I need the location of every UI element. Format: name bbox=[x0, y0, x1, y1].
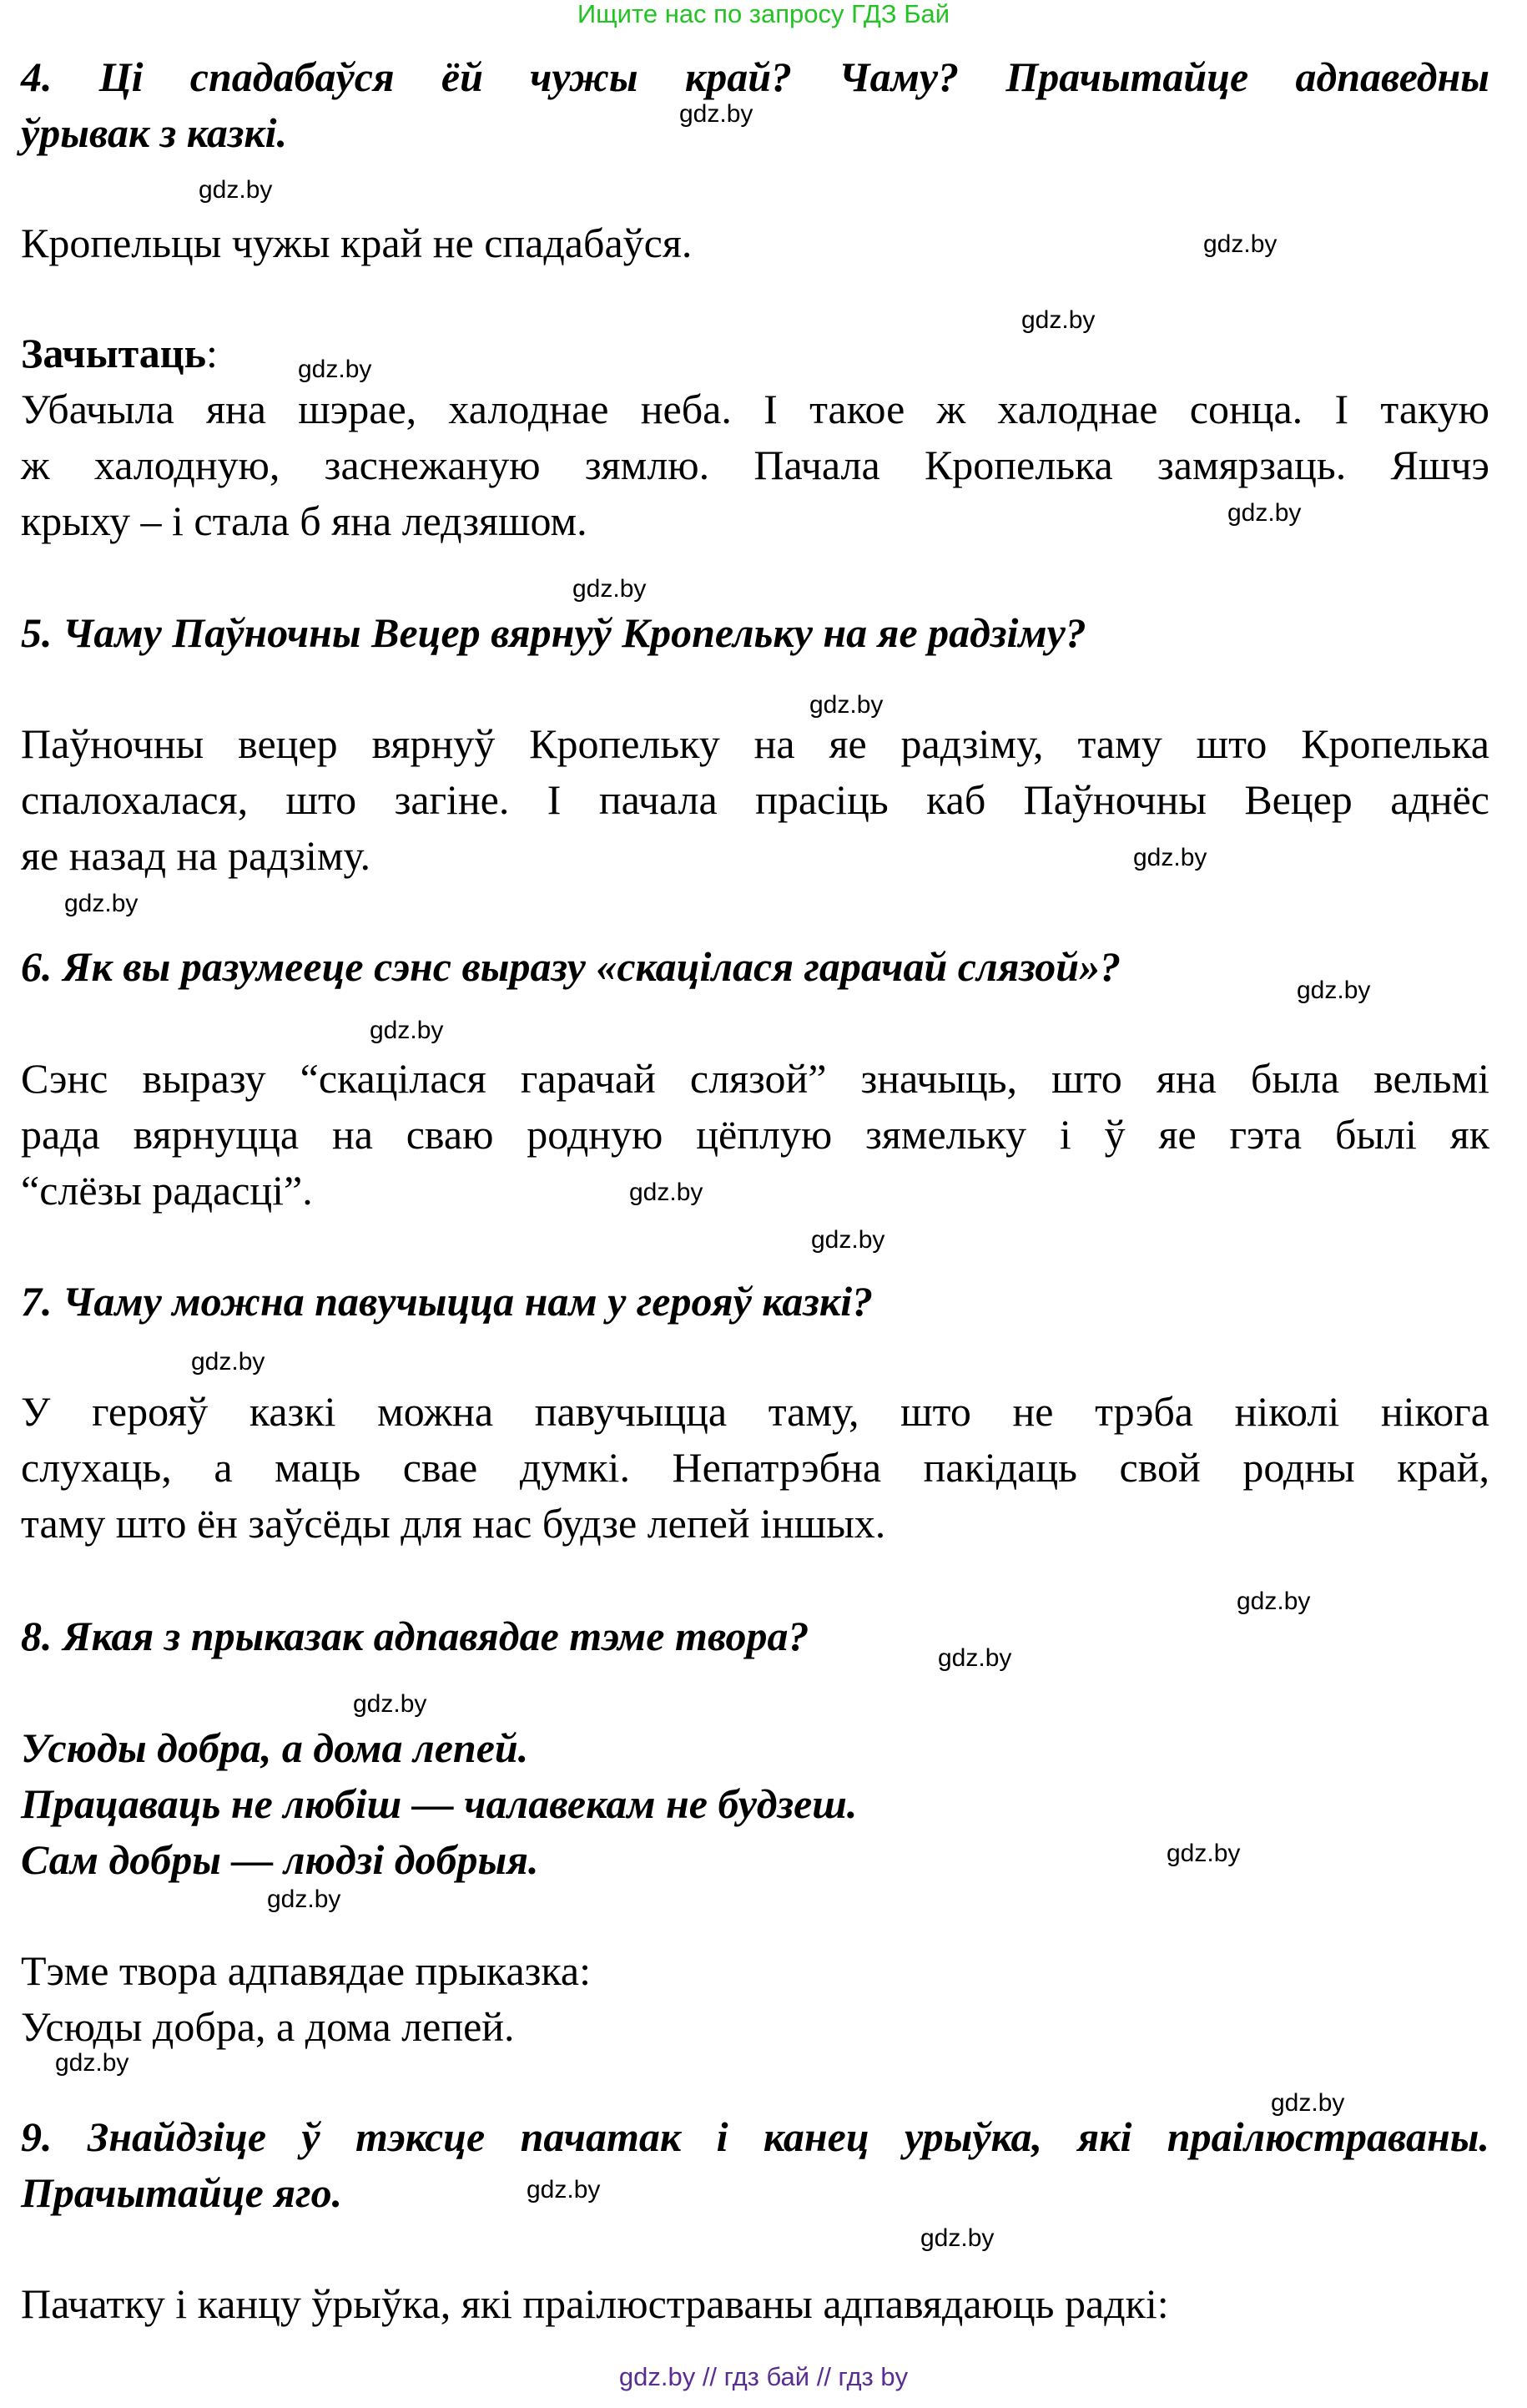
watermark: gdz.by bbox=[370, 1017, 444, 1044]
question-6 bbox=[21, 939, 1489, 995]
watermark: gdz.by bbox=[298, 356, 372, 383]
answer-line: “слёзы радасці”. bbox=[21, 1167, 313, 1214]
watermark: gdz.by bbox=[1133, 844, 1207, 871]
watermark: gdz.by bbox=[1021, 306, 1096, 334]
watermark: gdz.by bbox=[1227, 499, 1302, 527]
question-line: 7. Чаму можна павучыцца нам у герояў казкі? bbox=[21, 1278, 874, 1325]
question-line: 5. Чаму Паўночны Вецер вярнуў Кропельку на яе радзіму? bbox=[21, 609, 1086, 656]
question-4 bbox=[21, 49, 1489, 161]
watermark: gdz.by bbox=[64, 890, 139, 917]
read-label-text: Зачытаць bbox=[21, 330, 207, 376]
watermark: gdz.by bbox=[809, 691, 884, 719]
question-8 bbox=[21, 1608, 1489, 1664]
question-line: 6. Як вы разумееце сэнс выразу «скацілася гарачай слязой»? bbox=[21, 943, 1121, 990]
watermark: gdz.by bbox=[527, 2176, 601, 2204]
answer-8 bbox=[21, 1943, 1489, 2055]
watermark: gdz.by bbox=[353, 1690, 427, 1718]
read-label bbox=[21, 326, 1489, 381]
question-9 bbox=[21, 2109, 1489, 2221]
proverb: Працаваць не любіш — чалавекам не будзеш. bbox=[21, 1780, 858, 1827]
answer-line: Кропельцы чужы край не спадабаўся. bbox=[21, 220, 693, 266]
question-line: 9. Знайдзіце ў тэксце пачатак і канец урыўка, які праілюстраваны. bbox=[21, 2113, 1489, 2160]
question-line: 8. Якая з прыказак адпавядае тэме твора? bbox=[21, 1613, 809, 1659]
watermark: gdz.by bbox=[267, 1886, 341, 1913]
answer-line: рада вярнуцца на сваю родную цёплую зямельку і ў яе гэта былі як bbox=[21, 1111, 1489, 1158]
proverb: Усюды добра, а дома лепей. bbox=[21, 1724, 529, 1771]
proverb: Сам добры — людзі добрыя. bbox=[21, 1836, 539, 1883]
footer-links: gdz.by // гдз бай // гдз by bbox=[618, 2362, 909, 2391]
watermark: gdz.by bbox=[1271, 2089, 1345, 2117]
excerpt-line: ж халодную, заснежаную зямлю. Пачала Кропелька замярзаць. Яшчэ bbox=[21, 442, 1489, 488]
answer-line: Тэме твора адпавядае прыказка: bbox=[21, 1947, 592, 1994]
watermark: gdz.by bbox=[572, 575, 647, 603]
watermark: gdz.by bbox=[191, 1348, 265, 1376]
excerpt-line: Убачыла яна шэрае, халоднае неба. І такое ж халоднае сонца. І такую bbox=[21, 386, 1489, 432]
watermark: gdz.by bbox=[811, 1226, 885, 1254]
watermark: gdz.by bbox=[199, 176, 273, 204]
watermark: gdz.by bbox=[55, 2049, 129, 2077]
watermark: gdz.by bbox=[1203, 230, 1278, 258]
watermark: gdz.by bbox=[1167, 1840, 1241, 1867]
watermark: gdz.by bbox=[938, 1644, 1012, 1672]
question-7 bbox=[21, 1274, 1489, 1330]
answer-line: слухаць, а маць свае думкі. Непатрэбна пакідаць свой родны край, bbox=[21, 1444, 1489, 1491]
watermark: gdz.by bbox=[629, 1179, 703, 1206]
answer-line: Паўночны вецер вярнуў Кропельку на яе радзіму, таму што Кропелька bbox=[21, 720, 1489, 767]
answer-line: спалохалася, што загіне. І пачала прасіць каб Паўночны Вецер аднёс bbox=[21, 776, 1489, 823]
proverbs-list bbox=[21, 1720, 1489, 1888]
watermark: gdz.by bbox=[1237, 1588, 1311, 1615]
read-label-colon: : bbox=[206, 330, 218, 376]
answer-line: У герояў казкі можна павучыцца таму, што не трэба ніколі нікога bbox=[21, 1388, 1489, 1435]
answer-line: Пачатку і канцу ўрыўка, які праілюстраваны адпавядаюць радкі: bbox=[21, 2280, 1169, 2327]
question-line: Прачытайце яго. bbox=[21, 2169, 343, 2216]
answer-7 bbox=[21, 1384, 1489, 1552]
answer-5 bbox=[21, 716, 1489, 884]
answer-6 bbox=[21, 1051, 1489, 1219]
question-5 bbox=[21, 605, 1489, 661]
watermark: gdz.by bbox=[1297, 977, 1371, 1004]
answer-line: яе назад на радзіму. bbox=[21, 832, 370, 879]
question-line: ўрывак з казкі. bbox=[21, 109, 288, 156]
question-line: 4. Ці спадабаўся ёй чужы край? Чаму? Прачытайце адпаведны bbox=[21, 53, 1489, 100]
answer-line: Сэнс выразу “скацілася гарачай слязой” значыць, што яна была вельмі bbox=[21, 1055, 1489, 1102]
answer-9 bbox=[21, 2276, 1489, 2332]
watermark: gdz.by bbox=[920, 2224, 995, 2252]
excerpt-line: крыху – і стала б яна ледзяшом. bbox=[21, 497, 587, 544]
answer-line: Усюды добра, а дома лепей. bbox=[21, 2003, 515, 2050]
answer-line: таму што ён заўсёды для нас будзе лепей іншых. bbox=[21, 1500, 886, 1547]
search-hint-header: Ищите нас по запросу ГДЗ Бай bbox=[577, 0, 950, 28]
watermark: gdz.by bbox=[679, 100, 753, 128]
